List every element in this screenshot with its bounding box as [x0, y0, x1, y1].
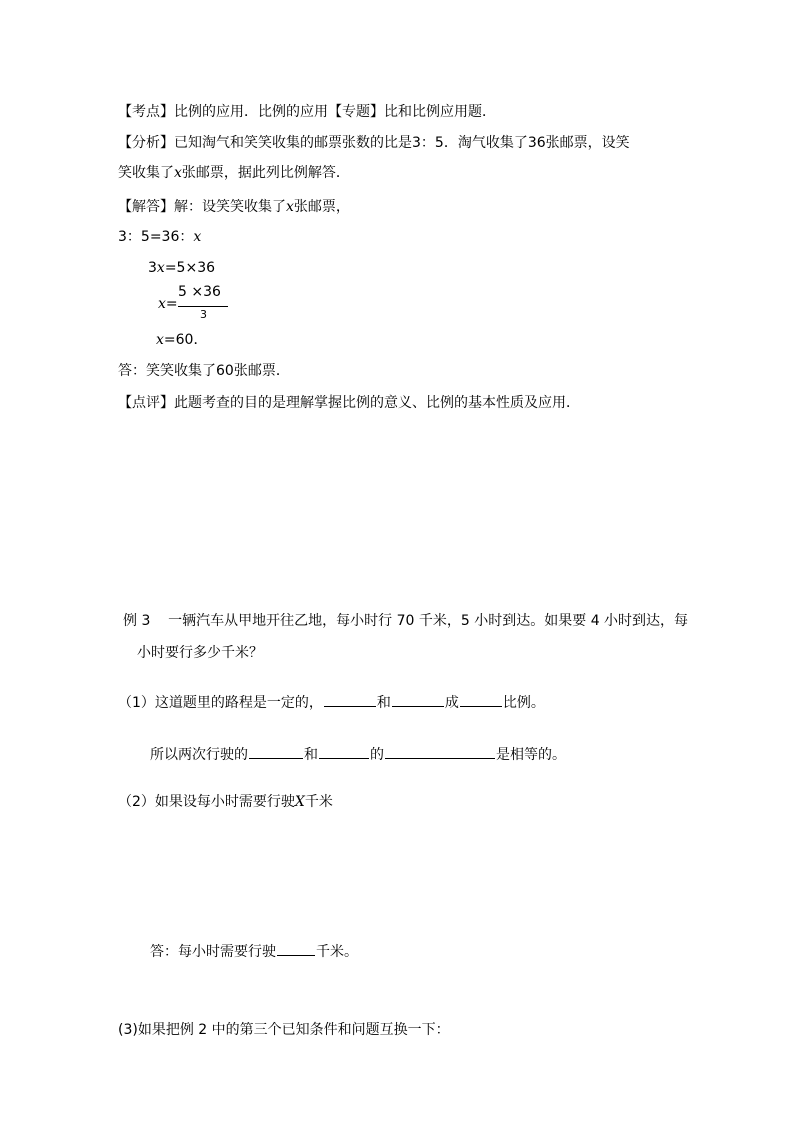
jieda-label: 【解答】 — [118, 199, 174, 215]
q1b-de: 的 — [370, 747, 384, 763]
variable-x: x — [193, 229, 202, 245]
question-2-answer — [150, 941, 358, 962]
equation-1-text: 3：5=36： — [118, 229, 194, 245]
equation-3-lhs — [158, 294, 178, 314]
q1b-prefix: 所以两次行驶的 — [150, 747, 248, 763]
kaodian-line — [118, 102, 496, 122]
answer-blank[interactable] — [392, 692, 444, 707]
kaodian-text: 比例的应用．比例的应用 — [174, 104, 328, 120]
question-3: (3)如果把例 2 中的第三个已知条件和问题互换一下： — [118, 1022, 450, 1038]
variable-X: X — [294, 794, 305, 810]
answer-line: 答：笑笑收集了60张邮票． — [118, 363, 290, 379]
q2-prefix: （2）如果设每小时需要行驶 — [118, 794, 295, 810]
fenxi-line-2 — [118, 163, 350, 183]
variable-x: x — [156, 260, 165, 276]
fenxi-label: 【分析】 — [118, 135, 174, 151]
fraction-denominator: 3 — [200, 308, 207, 321]
kaodian-label: 【考点】 — [118, 104, 174, 120]
answer-blank[interactable] — [249, 744, 303, 759]
example3-line-1 — [123, 611, 688, 631]
q1b-suffix: 是相等的。 — [496, 747, 566, 763]
example3-line-2: 小时要行多少千米？ — [137, 645, 263, 661]
dianping-text: 此题考查的目的是理解掌握比例的意义、比例的基本性质及应用． — [174, 395, 580, 411]
fraction-bar — [178, 306, 228, 307]
jieda-text-b: 张邮票， — [293, 199, 350, 215]
q2-suffix: 千米 — [304, 794, 333, 810]
variable-x: x — [158, 296, 166, 312]
q1-cheng: 成 — [444, 695, 459, 711]
example3-text-1: 一辆汽车从甲地开往乙地，每小时行 70 千米，5 小时到达。如果要 4 小时到达，每 — [168, 613, 689, 629]
q1-suffix: 比例。 — [502, 695, 545, 711]
example3-label: 例 3 — [123, 613, 151, 629]
answer-blank[interactable] — [460, 692, 502, 707]
equation-2-rhs: =5×36 — [164, 260, 216, 276]
answer-blank[interactable] — [277, 941, 315, 956]
variable-x: x — [156, 332, 164, 348]
q1-prefix: （1）这道题里的路程是一定的， — [118, 695, 323, 711]
equation-4-rhs: =60． — [163, 332, 208, 348]
question-1b — [150, 744, 566, 765]
fenxi-line-1 — [118, 133, 630, 153]
equation-2-coef: 3 — [148, 260, 157, 276]
equation-2 — [148, 258, 215, 278]
question-1 — [118, 692, 545, 713]
fenxi-text-1: 已知淘气和笑笑收集的邮票张数的比是3：5．淘气收集了36张邮票，设笑 — [174, 135, 630, 151]
fenxi-text-2b: 张邮票，据此列比例解答． — [181, 165, 350, 181]
q1-and: 和 — [376, 695, 391, 711]
fraction-numerator: 5 ×36 — [178, 284, 221, 300]
equation-4 — [156, 330, 207, 350]
jieda-line — [118, 197, 350, 217]
q2-answer-suffix: 千米。 — [316, 944, 358, 960]
answer-blank[interactable] — [324, 692, 376, 707]
equation-3-equals: = — [165, 296, 178, 312]
dianping-line — [118, 393, 580, 413]
variable-x: x — [286, 199, 294, 215]
q2-answer-prefix: 答：每小时需要行驶 — [150, 944, 276, 960]
jieda-text-a: 解：设笑笑收集了 — [174, 199, 286, 215]
equation-1 — [118, 227, 201, 247]
answer-blank[interactable] — [385, 744, 495, 759]
fenxi-text-2a: 笑收集了 — [118, 165, 174, 181]
answer-blank[interactable] — [319, 744, 369, 759]
zhuanti-label: 【专题】 — [328, 104, 384, 120]
zhuanti-text: 比和比例应用题． — [384, 104, 496, 120]
variable-x: x — [174, 165, 182, 181]
question-2 — [118, 792, 333, 812]
q1b-and: 和 — [304, 747, 318, 763]
dianping-label: 【点评】 — [118, 395, 174, 411]
